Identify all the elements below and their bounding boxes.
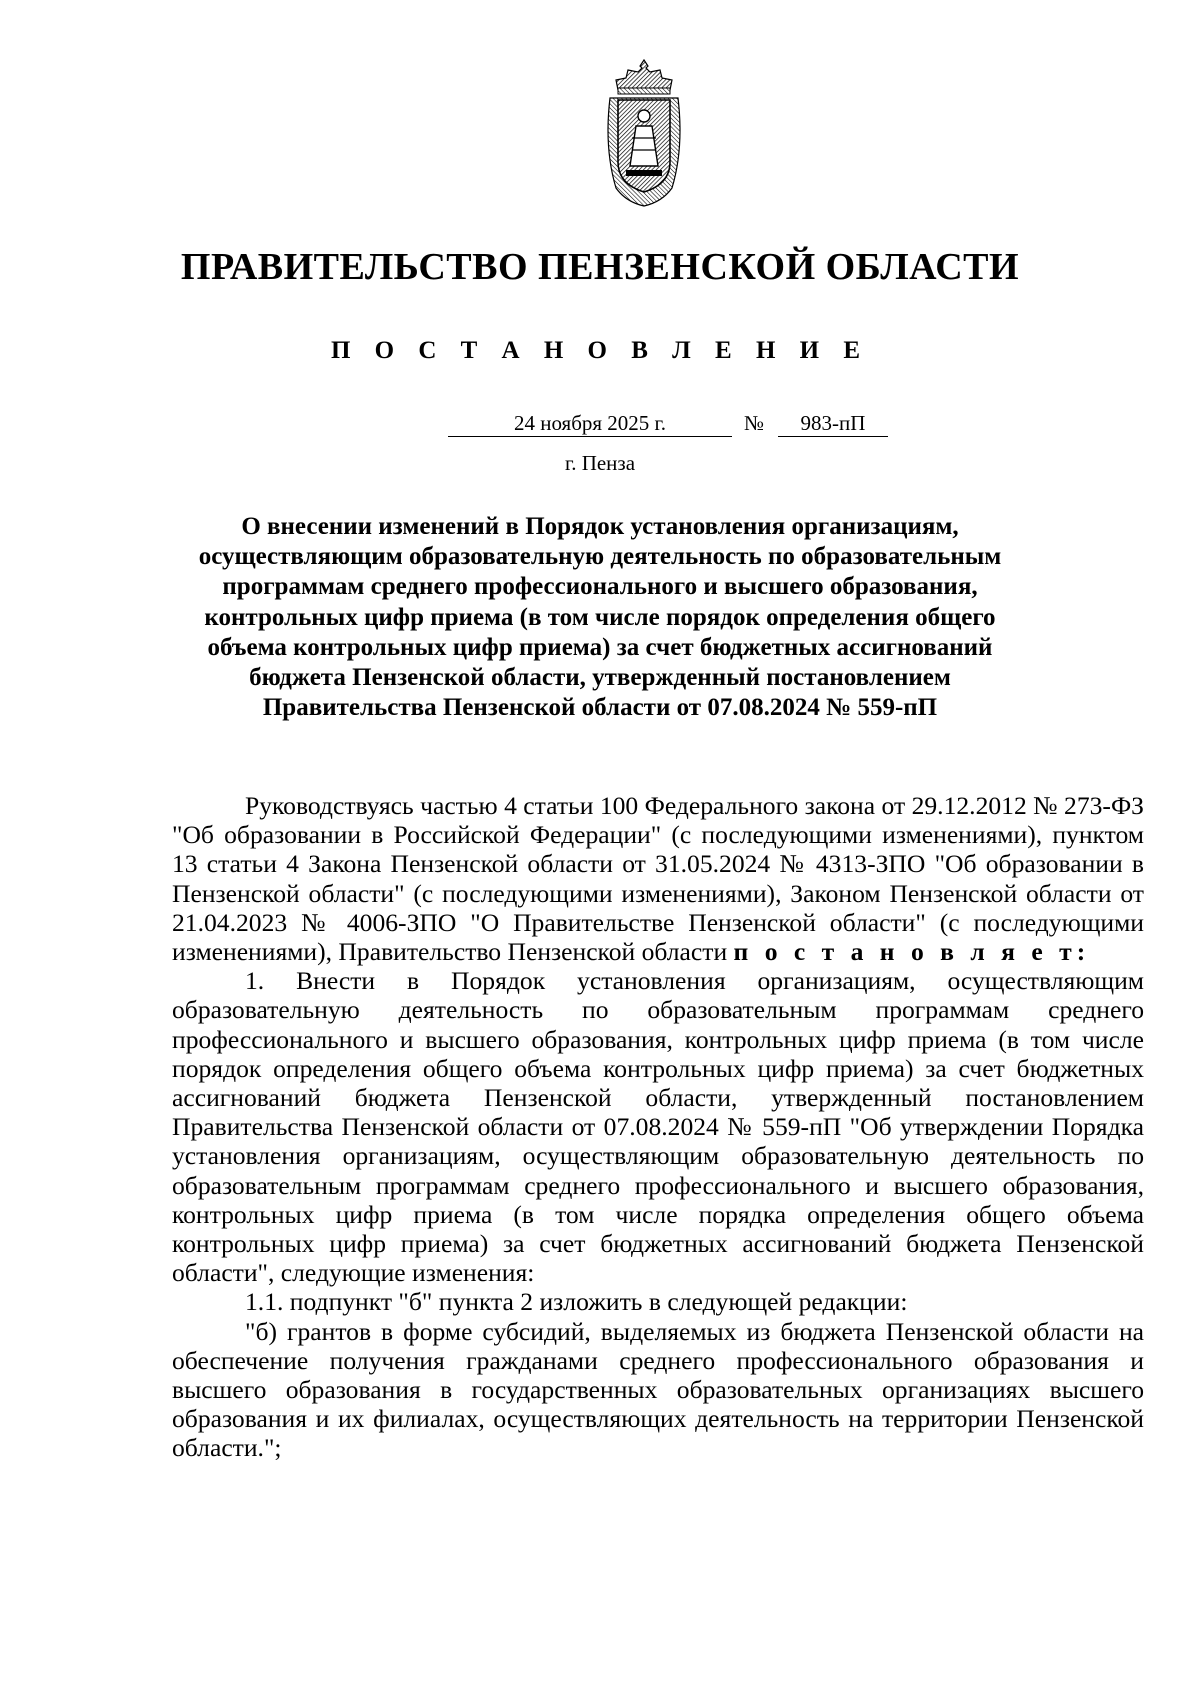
government-title: ПРАВИТЕЛЬСТВО ПЕНЗЕНСКОЙ ОБЛАСТИ bbox=[180, 246, 1020, 288]
date-number-line bbox=[0, 410, 1200, 440]
document-city: г. Пенза bbox=[564, 451, 636, 475]
penza-region-coat-of-arms-icon bbox=[602, 58, 686, 208]
item-1-1-paragraph: 1.1. подпункт "б" пункта 2 изложить в следующей редакции: bbox=[245, 1287, 908, 1317]
preamble-text: Руководствуясь частью 4 статьи 100 Федерального закона от 29.12.2012 № 273-ФЗ "Об образовании в Российской Федерации" (с последующими изменениями), пунктом 13 статьи 4 Закона Пензенской области от 31.05.2024 № 4313-ЗПО "Об образовании в Пензенской области" (с последующими изменениями), Законом Пензенской области от 21.04.2023 № 4006-ЗПО "О Правительстве Пензенской области" (с последующими изменениями), Правительство Пензенской области bbox=[172, 791, 1144, 967]
document-subject: О внесении изменений в Порядок установления организациям, осуществляющим образовательную деятельность по образовательным программам среднего профессионального и высшего образования, контрольных цифр приема (в том числе порядок определения общего объема контрольных цифр приема) за счет бюджетных ассигнований бюджета Пензенской области, утвержденный постановлением Правительства Пензенской области от 07.08.2024 № 559-пП bbox=[198, 513, 1002, 722]
resolves-word: п о с т а н о в л я е т: bbox=[733, 937, 1091, 967]
document-body bbox=[172, 791, 1144, 1463]
item-1-paragraph: 1. Внести в Порядок установления организациям, осуществляющим образовательную деятельность по образовательным программам среднего профессионального и высшего образования, контрольных цифр приема (в том числе порядок определения общего объема контрольных цифр приема) за счет бюджетных ассигнований бюджета Пензенской области, утвержденный постановлением Правительства Пензенской области от 07.08.2024 № 559-пП "Об утверждении Порядка установления организациям, осуществляющим образовательную деятельность по образовательным программам среднего профессионального и высшего образования, контрольных цифр приема (в том числе порядка определения общего объема контрольных цифр приема) за счет бюджетных ассигнований бюджета Пензенской области", следующие изменения: bbox=[172, 966, 1144, 1288]
document-date: 24 ноября 2025 г. bbox=[448, 410, 732, 437]
preamble-paragraph bbox=[172, 791, 1144, 966]
item-1-1-text-paragraph: "б) грантов в форме субсидий, выделяемых из бюджета Пензенской области на обеспечение получения гражданами среднего профессионального образования и высшего образования в государственных образовательных организациях высшего образования и их филиалах, осуществляющих деятельность на территории Пензенской области."; bbox=[172, 1316, 1144, 1463]
document-number: 983-пП bbox=[778, 410, 888, 437]
number-sign: № bbox=[744, 411, 765, 435]
document-type-heading: П О С Т А Н О В Л Е Н И Е bbox=[330, 337, 870, 364]
